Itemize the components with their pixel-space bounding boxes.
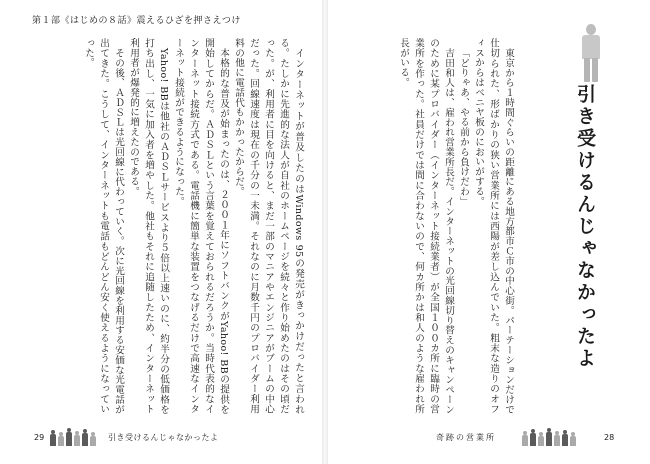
left-page — [0, 0, 322, 464]
body-paragraph: 本格的な普及が始まったのは、２００１年にソフトバンクがYahoo! BBの提供を開始してからだ。ＡＤＳＬという言葉を覚えておられるだろうか。当時代表的なインターネット接続方式である。電話機に簡単な装置をつなげるだけで高速なインターネット接続ができるようになった。 — [173, 38, 229, 414]
crowd-silhouette-icon — [522, 426, 584, 446]
chapter-title: 引き受けるんじゃなかったよ — [574, 84, 596, 370]
page-number-left: 29 — [34, 433, 45, 442]
crowd-silhouette-icon — [50, 426, 102, 446]
body-paragraph: 吉田和人は、雇われ営業所長だ。インターネットの光回線切り替えのキャンペーンのために某プロバイダー（インターネット接続業者）が全国１００カ所に臨時の営業所を作った。社員だけでは間に合わないので、何カ所かは和人のような雇われ所長がいる。 — [398, 38, 454, 414]
running-head: 第１部《はじめの８話》震えるひざを押さえつけ — [32, 16, 241, 26]
standing-man-icon — [578, 24, 604, 82]
left-page-body — [16, 38, 306, 414]
page-number-right: 28 — [604, 433, 615, 442]
right-page-body — [344, 38, 516, 414]
body-paragraph: 東京から１時間ぐらいの距離にある地方都市Ｃ市の中心街。パーテーションだけで仕切られた、形ばかりの狭い営業所には西陽が差し込んでいた。粗末な造りのオフィスからはベニヤ板のにおいがする。 — [473, 38, 514, 414]
body-paragraph: その後、ＡＤＳＬは光回線に代わっていく。次に光回線を利用する安価な光電話が出てきた。こうして、インターネットも電話もどんどん安く使えるようになっていった。 — [83, 38, 124, 414]
body-paragraph: 「どりゃあ、やる前から負けだわ」 — [458, 47, 469, 206]
body-paragraph: インターネットが普及したのはWindows 95の発売がきっかけだったと言われる。たしかに先進的な法人が自社のホームページを続々と作り始めたのはその頃だった。が、利用者に目を向けると、まだ一部のマニアやエンジニアがブームの中心だった。回線速度は現在の千分の一未満。それなのに月数千円のプロバイダー利用料の他に電話代もかかったからだ。 — [233, 38, 304, 414]
body-paragraph: Yahoo! BBは他社のＡＤＳＬサービスより５倍以上速いのに、約半分の低価格を打ち出し、一気に加入者を増やした。他社もそれに追随したため、インターネット利用者が爆発的に増えたのである。 — [128, 38, 169, 414]
footer-title-right: 奇跡の営業所 — [436, 433, 496, 442]
footer-title-left: 引き受けるんじゃなかったよ — [108, 433, 219, 442]
